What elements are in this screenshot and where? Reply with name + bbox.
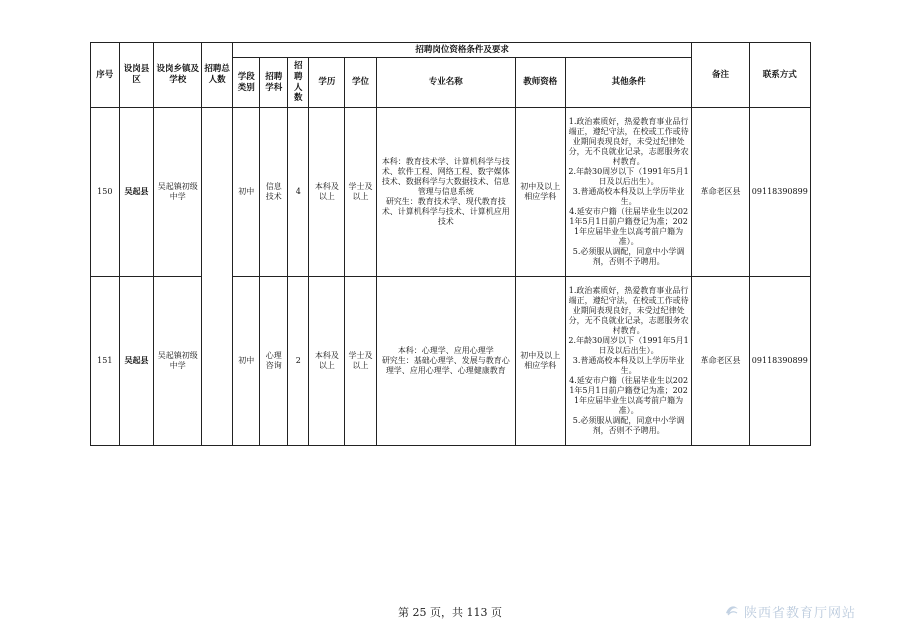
condition-line: 2.年龄30周岁以下（1991年5月1日及以后出生）。 [568,167,689,186]
cell-other [565,108,692,277]
condition-line: 1.政治素质好，热爱教育事业品行端正，遵纪守法，在校或工作或待业期间表现良好，未受过纪律处分，无不良就业记录，志愿服务农村教育。 [568,117,689,166]
watermark-text: 陕西省教育厅网站 [744,606,857,621]
condition-lines [568,117,690,267]
major-lines [379,346,513,376]
cell-count: 2 [288,277,309,446]
cell-subject: 信息技术 [260,108,288,277]
table-row [91,277,811,446]
cell-teacher-cert: 初中及以上相应学科 [515,277,565,446]
cell-count: 4 [288,108,309,277]
cell-education: 本科及以上 [309,277,345,446]
condition-line: 1.政治素质好，热爱教育事业品行端正，遵纪守法，在校或工作或待业期间表现良好，未受过纪律处分，无不良就业记录，志愿服务农村教育。 [568,286,689,335]
header-group: 招聘岗位资格条件及要求 [232,43,692,58]
cell-total [202,108,233,446]
cell-stage: 初中 [232,277,260,446]
condition-line: 2.年龄30周岁以下（1991年5月1日及以后出生）。 [568,336,689,355]
header-major: 专业名称 [376,58,515,108]
cell-county: 吴起县 [119,277,154,446]
condition-line: 4.延安市户籍（往届毕业生以2021年5月1日前户籍登记为准；2021年应届毕业生以高考前户籍为准）。 [569,376,689,415]
major-line: 本科：心理学、应用心理学 [397,346,494,355]
header-teacher-cert: 教师资格 [515,58,565,108]
header-other: 其他条件 [565,58,692,108]
cell-education: 本科及以上 [309,108,345,277]
header-education: 学历 [309,58,345,108]
header-remark: 备注 [692,43,749,108]
cell-subject: 心理咨询 [260,277,288,446]
cell-county: 吴起县 [119,108,154,277]
condition-lines [568,286,690,436]
cell-seq: 150 [91,108,120,277]
cell-contact: 09118390899 [749,277,810,446]
cell-degree: 学士及以上 [345,108,377,277]
cell-major [376,277,515,446]
header-town-school: 设岗乡镇及学校 [154,43,202,108]
header-seq: 序号 [91,43,120,108]
condition-line: 5.必须服从调配，同意中小学调剂，否则不予聘用。 [572,247,685,266]
cell-other [565,277,692,446]
table-row [91,108,811,277]
header-subject: 招聘学科 [260,58,288,108]
cell-school: 吴起镇初级中学 [154,277,202,446]
cell-teacher-cert: 初中及以上相应学科 [515,108,565,277]
header-count: 招聘人数 [288,58,309,108]
major-lines [379,157,513,227]
site-watermark [724,600,894,622]
major-line: 研究生：教育技术学、现代教育技术、计算机科学与技术、计算机应用技术 [381,197,510,226]
cell-major [376,108,515,277]
cell-remark: 革命老区县 [692,108,749,277]
cell-remark: 革命老区县 [692,277,749,446]
header-county: 设岗县区 [119,43,154,108]
header-contact: 联系方式 [749,43,810,108]
cell-seq: 151 [91,277,120,446]
cell-school: 吴起镇初级中学 [154,108,202,277]
cell-contact: 09118390899 [749,108,810,277]
condition-line: 3.普通高校本科及以上学历毕业生。 [572,187,685,206]
condition-line: 4.延安市户籍（往届毕业生以2021年5月1日前户籍登记为准；2021年应届毕业生以高考前户籍为准）。 [569,207,689,246]
header-degree: 学位 [345,58,377,108]
condition-line: 5.必须服从调配，同意中小学调剂，否则不予聘用。 [572,416,685,435]
recruitment-table [90,42,811,446]
cell-degree: 学士及以上 [345,277,377,446]
cell-stage: 初中 [232,108,260,277]
major-line: 研究生：基础心理学、发展与教育心理学、应用心理学、心理健康教育 [381,356,510,375]
header-stage: 学段类别 [232,58,260,108]
header-row-top [91,43,811,58]
watermark-logo-icon [724,601,740,621]
major-line: 本科：教育技术学、计算机科学与技术、软件工程、网络工程、数字媒体技术、数据科学与大数据技术、信息管理与信息系统 [381,157,510,196]
condition-line: 3.普通高校本科及以上学历毕业生。 [572,356,685,375]
header-total: 招聘总人数 [202,43,233,108]
page-footer: 第 25 页，共 113 页 [398,606,502,619]
